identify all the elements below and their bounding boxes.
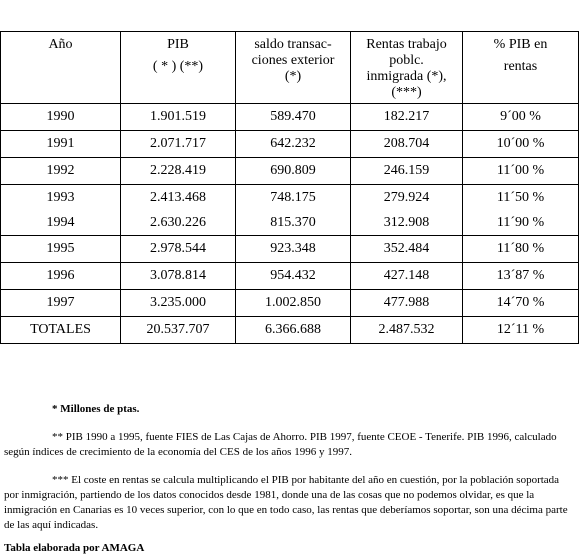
note-millones: * Millones de ptas. <box>52 403 140 415</box>
cell-year: 1990 <box>1 104 121 131</box>
header-year: Año <box>1 32 121 104</box>
cell-saldo: 954.432 <box>236 263 351 290</box>
cell-pib: 2.228.419 <box>121 158 236 185</box>
cell-rentas: 427.148 <box>351 263 463 290</box>
cell-pct: 14´70 % <box>463 290 579 317</box>
cell-rentas: 477.988 <box>351 290 463 317</box>
cell-pib: 3.078.814 <box>121 263 236 290</box>
cell-rentas: 182.217 <box>351 104 463 131</box>
cell-pct: 11´00 % <box>463 158 579 185</box>
cell-pct: 12´11 % <box>463 317 579 344</box>
cell-pib: 1.901.519 <box>121 104 236 131</box>
pib-rentas-table <box>0 31 579 344</box>
cell-year: 1991 <box>1 131 121 158</box>
cell-pct: 13´87 % <box>463 263 579 290</box>
cell-rentas: 279.924 312.908 <box>351 185 463 236</box>
header-pct: % PIB en rentas <box>463 32 579 104</box>
cell-rentas: 352.484 <box>351 236 463 263</box>
cell-saldo: 923.348 <box>236 236 351 263</box>
cell-pct: 9´00 % <box>463 104 579 131</box>
cell-year: 1995 <box>1 236 121 263</box>
cell-saldo: 1.002.850 <box>236 290 351 317</box>
note-autor: Tabla elaborada por AMAGA <box>4 542 145 554</box>
cell-year: 1993 1994 <box>1 185 121 236</box>
table-row <box>1 158 579 185</box>
table-row <box>1 236 579 263</box>
cell-pib: 2.413.468 2.630.226 <box>121 185 236 236</box>
table-header-row <box>1 32 579 104</box>
totals-row <box>1 317 579 344</box>
cell-pib: 20.537.707 <box>121 317 236 344</box>
cell-rentas: 208.704 <box>351 131 463 158</box>
header-rentas: Rentas trabajo poblc. inmigrada (*), (***) <box>351 32 463 104</box>
header-saldo: saldo transac- ciones exterior (*) <box>236 32 351 104</box>
cell-saldo: 642.232 <box>236 131 351 158</box>
cell-saldo: 690.809 <box>236 158 351 185</box>
header-pib: PIB ( * ) (**) <box>121 32 236 104</box>
cell-saldo: 589.470 <box>236 104 351 131</box>
cell-year: 1992 <box>1 158 121 185</box>
note-fuente: ** PIB 1990 a 1995, fuente FIES de Las Cajas de Ahorro. PIB 1997, fuente CEOE - Tenerife. PIB 1996, calculado según índices de crecimiento de la economía del CES de los años 1996 y 1997. <box>4 431 557 458</box>
cell-year: 1996 <box>1 263 121 290</box>
cell-pct: 10´00 % <box>463 131 579 158</box>
table-row <box>1 263 579 290</box>
table-row <box>1 290 579 317</box>
table-row <box>1 104 579 131</box>
cell-rentas: 2.487.532 <box>351 317 463 344</box>
cell-totals-label: TOTALES <box>1 317 121 344</box>
cell-pib: 2.978.544 <box>121 236 236 263</box>
note-metodo: *** El coste en rentas se calcula multiplicando el PIB por habitante del año en cuestión, por la población soportada por inmigración, partiendo de los datos conocidos desde 1981, donde una de las cosas que no podemos olvidar, es que la inmigración en Canarias es 10 veces superior, con lo que en todo caso, las rentas que deberíamos soportar, son una décima parte de las aquí indicadas. <box>4 474 568 531</box>
cell-pct: 11´50 % 11´90 % <box>463 185 579 236</box>
cell-saldo: 748.175 815.370 <box>236 185 351 236</box>
table-row-merged <box>1 185 579 236</box>
cell-pib: 3.235.000 <box>121 290 236 317</box>
cell-year: 1997 <box>1 290 121 317</box>
cell-rentas: 246.159 <box>351 158 463 185</box>
cell-saldo: 6.366.688 <box>236 317 351 344</box>
table-row <box>1 131 579 158</box>
cell-pib: 2.071.717 <box>121 131 236 158</box>
cell-pct: 11´80 % <box>463 236 579 263</box>
